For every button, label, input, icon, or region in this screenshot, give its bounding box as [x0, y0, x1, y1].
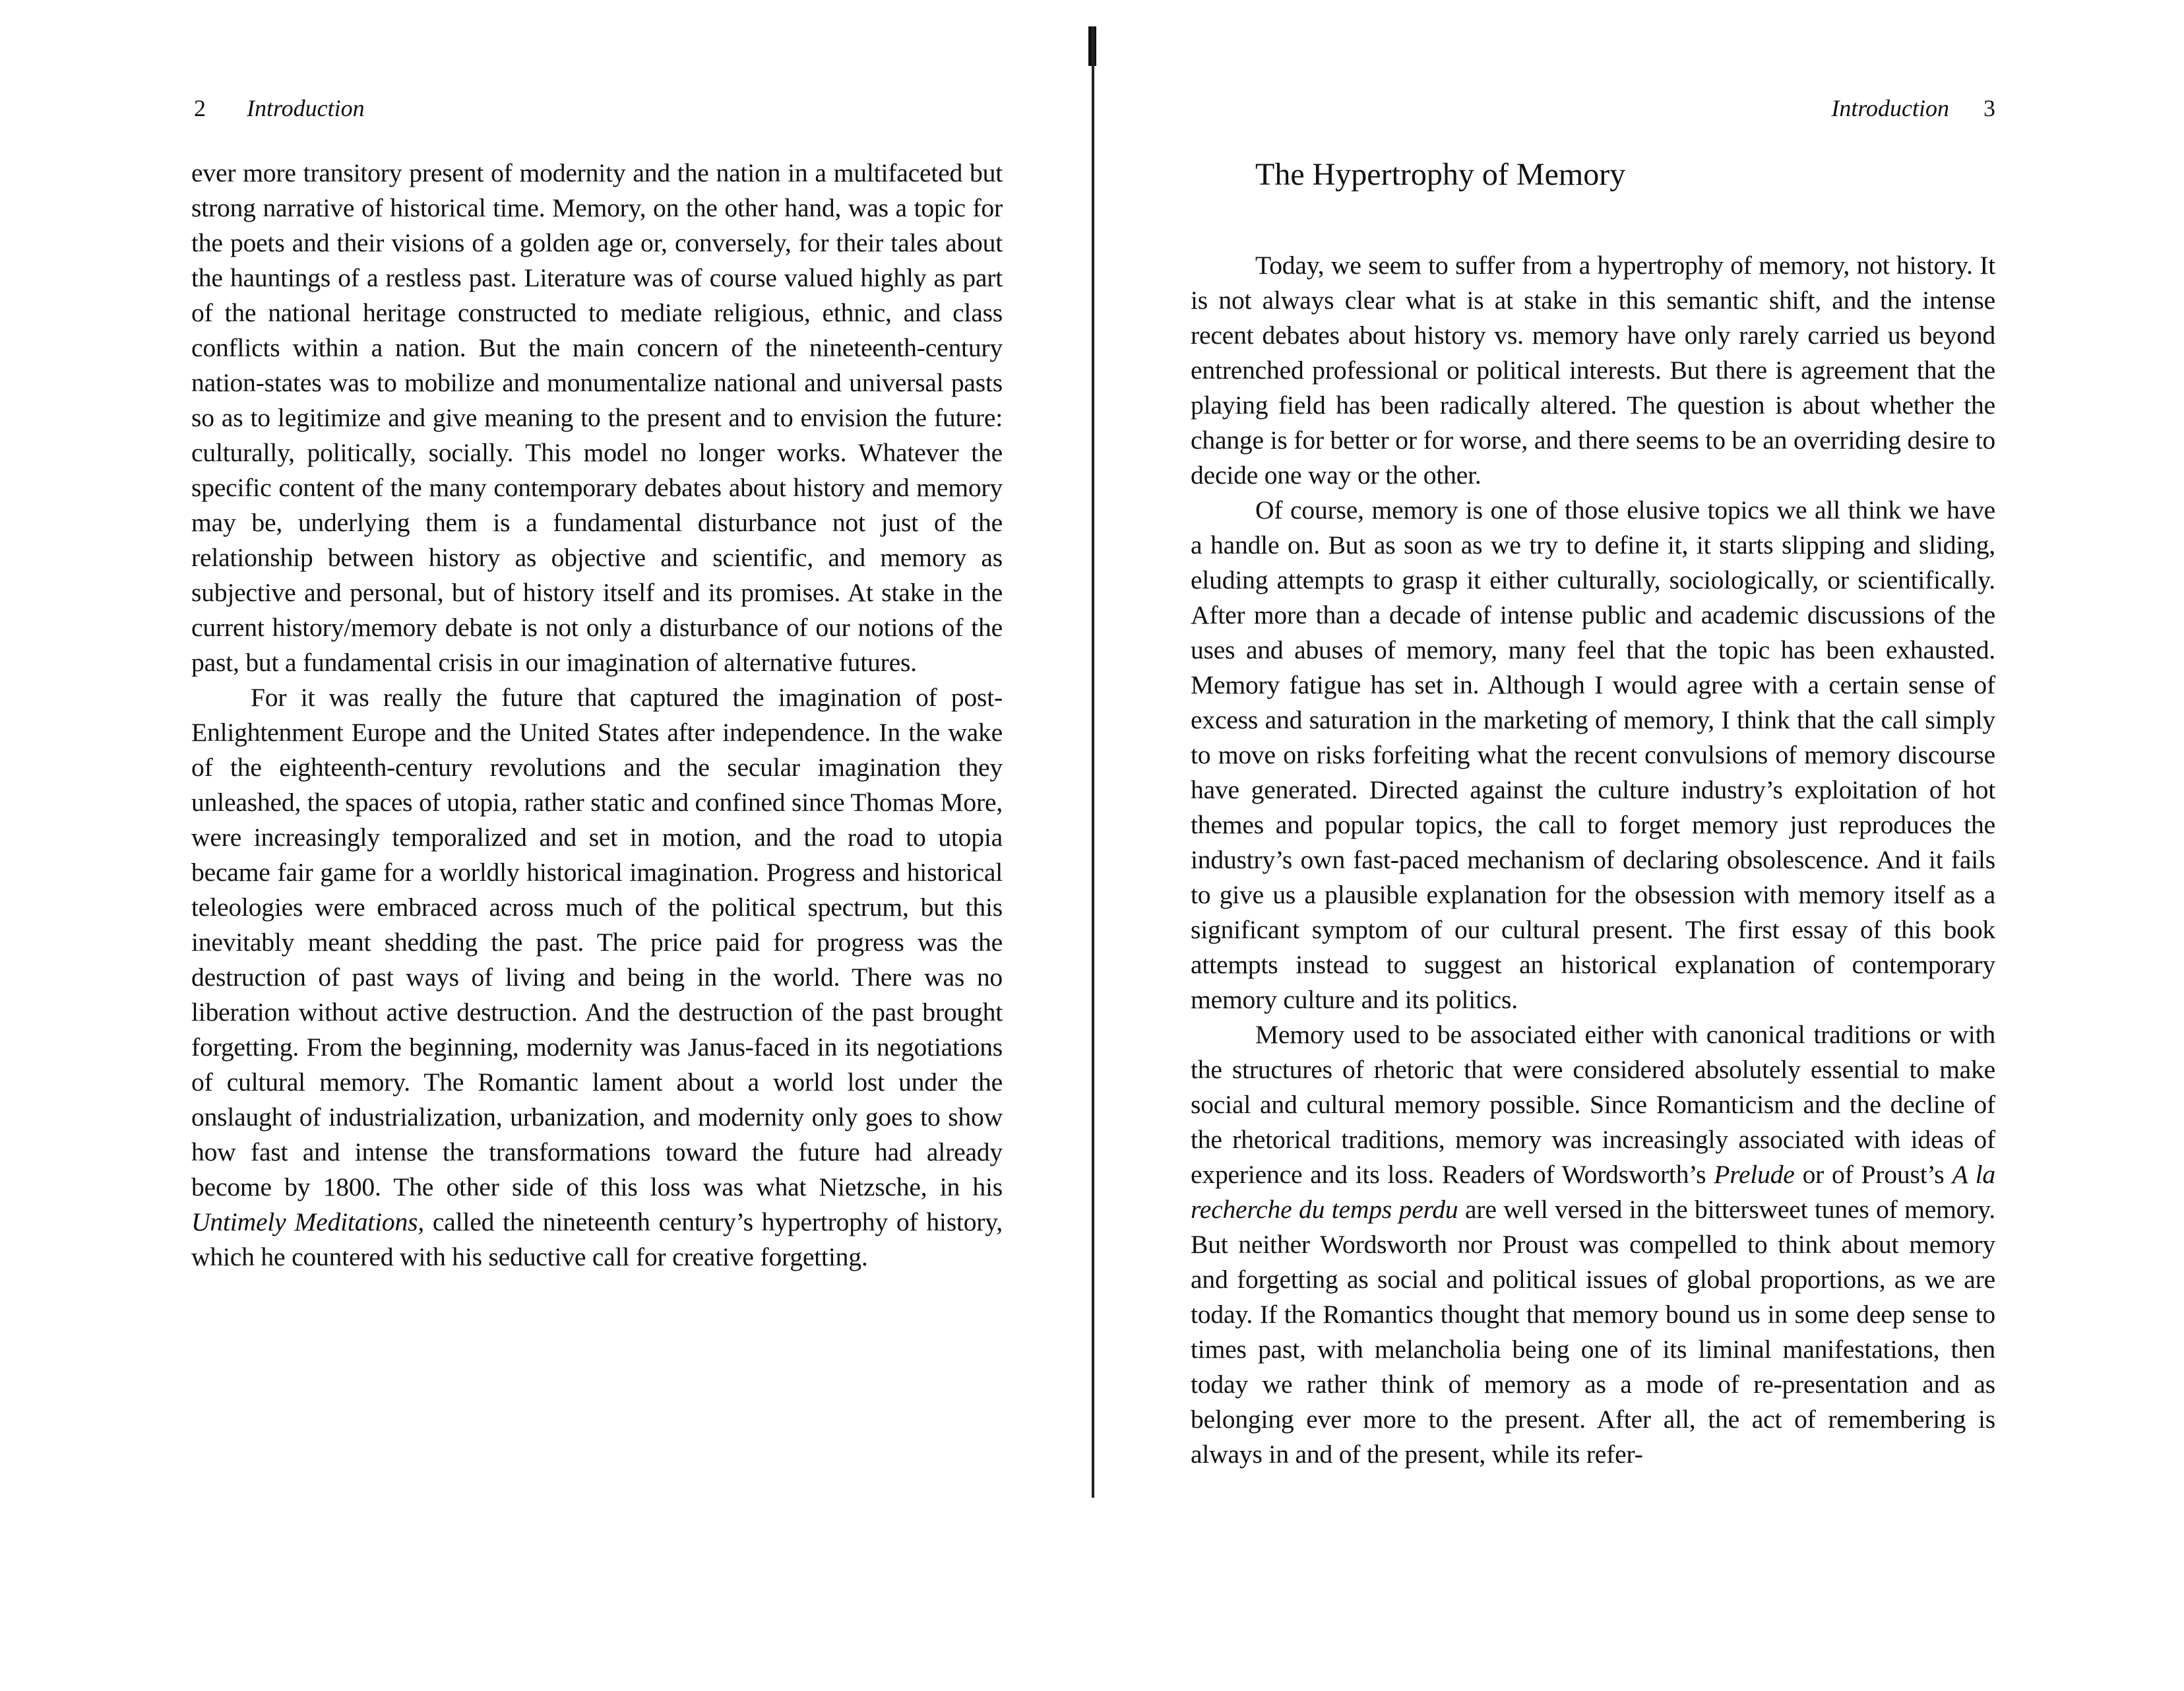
running-head-title-right: Introduction — [1831, 95, 1949, 121]
italic-title-text: Prelude — [1714, 1160, 1795, 1189]
right-page-body — [1191, 248, 1995, 1472]
paragraph-text: ever more transitory present of modernity and the nation in a multifaceted but strong narrative of historical time. Memory, on the other hand, was a topic for the poets and their visions of a golden age or, conversely, for their tales about the hauntings of a restless past. Literature was of course valued highly as part of the national heritage constructed to mediate religious, ethnic, and class conflicts within a nation. But the main concern of the nineteenth-century nation-states was to mobilize and monumentalize national and universal pasts so as to legitimize and give meaning to the present and to envision the future: culturally, politically, socially. This model no longer works. Whatever the specific content of the many contemporary debates about history and memory may be, underlying them is a fundamental disturbance not just of the relationship between history as objective and scientific, and memory as subjective and personal, but of history itself and its promises. At stake in the current history/memory debate is not only a disturbance of our notions of the past, but a fundamental crisis in our imagination of alternative futures. — [191, 158, 1003, 677]
page-number-left: 2 — [194, 95, 206, 121]
paragraph-text: For it was really the future that captured the imagination of post-Enlightenment Europe and the United States after independence. In the wake of the eighteenth-century revolutions and the secular imagination they unleashed, the spaces of utopia, rather static and confined since Thomas More, were increasingly temporalized and set in motion, and the road to utopia became fair game for a worldly historical imagination. Progress and historical teleologies were embraced across much of the political spectrum, but this inevitably meant shedding the past. The price paid for progress was the destruction of past ways of living and being in the world. There was no liberation without active destruction. And the destruction of the past brought forgetting. From the beginning, modernity was Janus-faced in its negotiations of cultural memory. The Romantic lament about a world lost under the onslaught of industrialization, urbanization, and modernity only goes to show how fast and intense the transformations toward the future had already become by 1800. The other side of this loss was what Nietzsche, in his — [191, 683, 1003, 1201]
paragraph — [1191, 1017, 1995, 1472]
page-number-right: 3 — [1983, 95, 1995, 121]
running-head-right — [1831, 94, 1995, 123]
paragraph-text: Of course, memory is one of those elusive topics we all think we have a handle on. But as soon as we try to define it, it starts slipping and sliding, eluding attempts to grasp it either culturally, sociologically, or scientifically. After more than a decade of intense public and academic discussions of the uses and abuses of memory, many feel that the topic has been exhausted. Memory fatigue has set in. Although I would agree with a certain sense of excess and saturation in the marketing of memory, I think that the call simply to move on risks forfeiting what the recent convulsions of memory discourse have generated. Directed against the culture industry’s exploitation of hot themes and popular topics, the call to forget memory just reproduces the industry’s own fast-paced mechanism of declaring obsolescence. And it fails to give us a plausible explanation for the obsession with memory itself as a significant symptom of our cultural present. The first essay of this book attempts instead to suggest an historical explanation of contemporary memory culture and its politics. — [1191, 495, 1995, 1014]
book-gutter — [1092, 26, 1094, 1498]
paragraph-text: Memory used to be associated either with canonical traditions or with the structures of rhetoric that were considered absolutely essential to make social and cultural memory possible. Since Romanticism and the decline of the rhetorical traditions, memory was increasingly associated with ideas of experience and its loss. Readers of Wordsworth’s — [1191, 1020, 1995, 1189]
paragraph — [1191, 493, 1995, 1017]
paragraph-text: Today, we seem to suffer from a hypertrophy of memory, not history. It is not always clear what is at stake in this semantic shift, and the intense recent debates about history vs. memory have only rarely carried us beyond entrenched professional or political interests. But there is agreement that the playing field has been radically altered. The question is about whether the change is for better or for worse, and there seems to be an overriding desire to decide one way or the other. — [1191, 251, 1995, 490]
italic-title-text: Untimely Meditations, — [191, 1207, 424, 1236]
left-page-body — [191, 156, 1003, 1275]
paragraph-text: are well versed in the bittersweet tunes of memory. But neither Wordsworth nor Proust was compelled to think about memory and forgetting as social and political issues of global proportions, as we are today. If the Romantics thought that memory bound us in some deep sense to times past, with melancholia being one of its liminal manifestations, then today we rather think of memory as a mode of re-presentation and as belonging ever more to the present. After all, the act of remembering is always in and of the present, while its refer- — [1191, 1195, 1995, 1469]
italic-title-text: A la recherche du temps perdu — [1191, 1160, 1996, 1224]
paragraph — [1191, 248, 1995, 493]
running-head-title-left: Introduction — [247, 95, 365, 121]
running-head-left — [194, 94, 365, 123]
paragraph-text: or of Proust’s — [1794, 1160, 1952, 1189]
paragraph — [191, 680, 1003, 1275]
section-heading: The Hypertrophy of Memory — [1255, 157, 1626, 192]
paragraph — [191, 156, 1003, 680]
paragraph-text: called the nineteenth century’s hypertrophy of history, which he countered with his seductive call for creative forgetting. — [191, 1207, 1003, 1271]
